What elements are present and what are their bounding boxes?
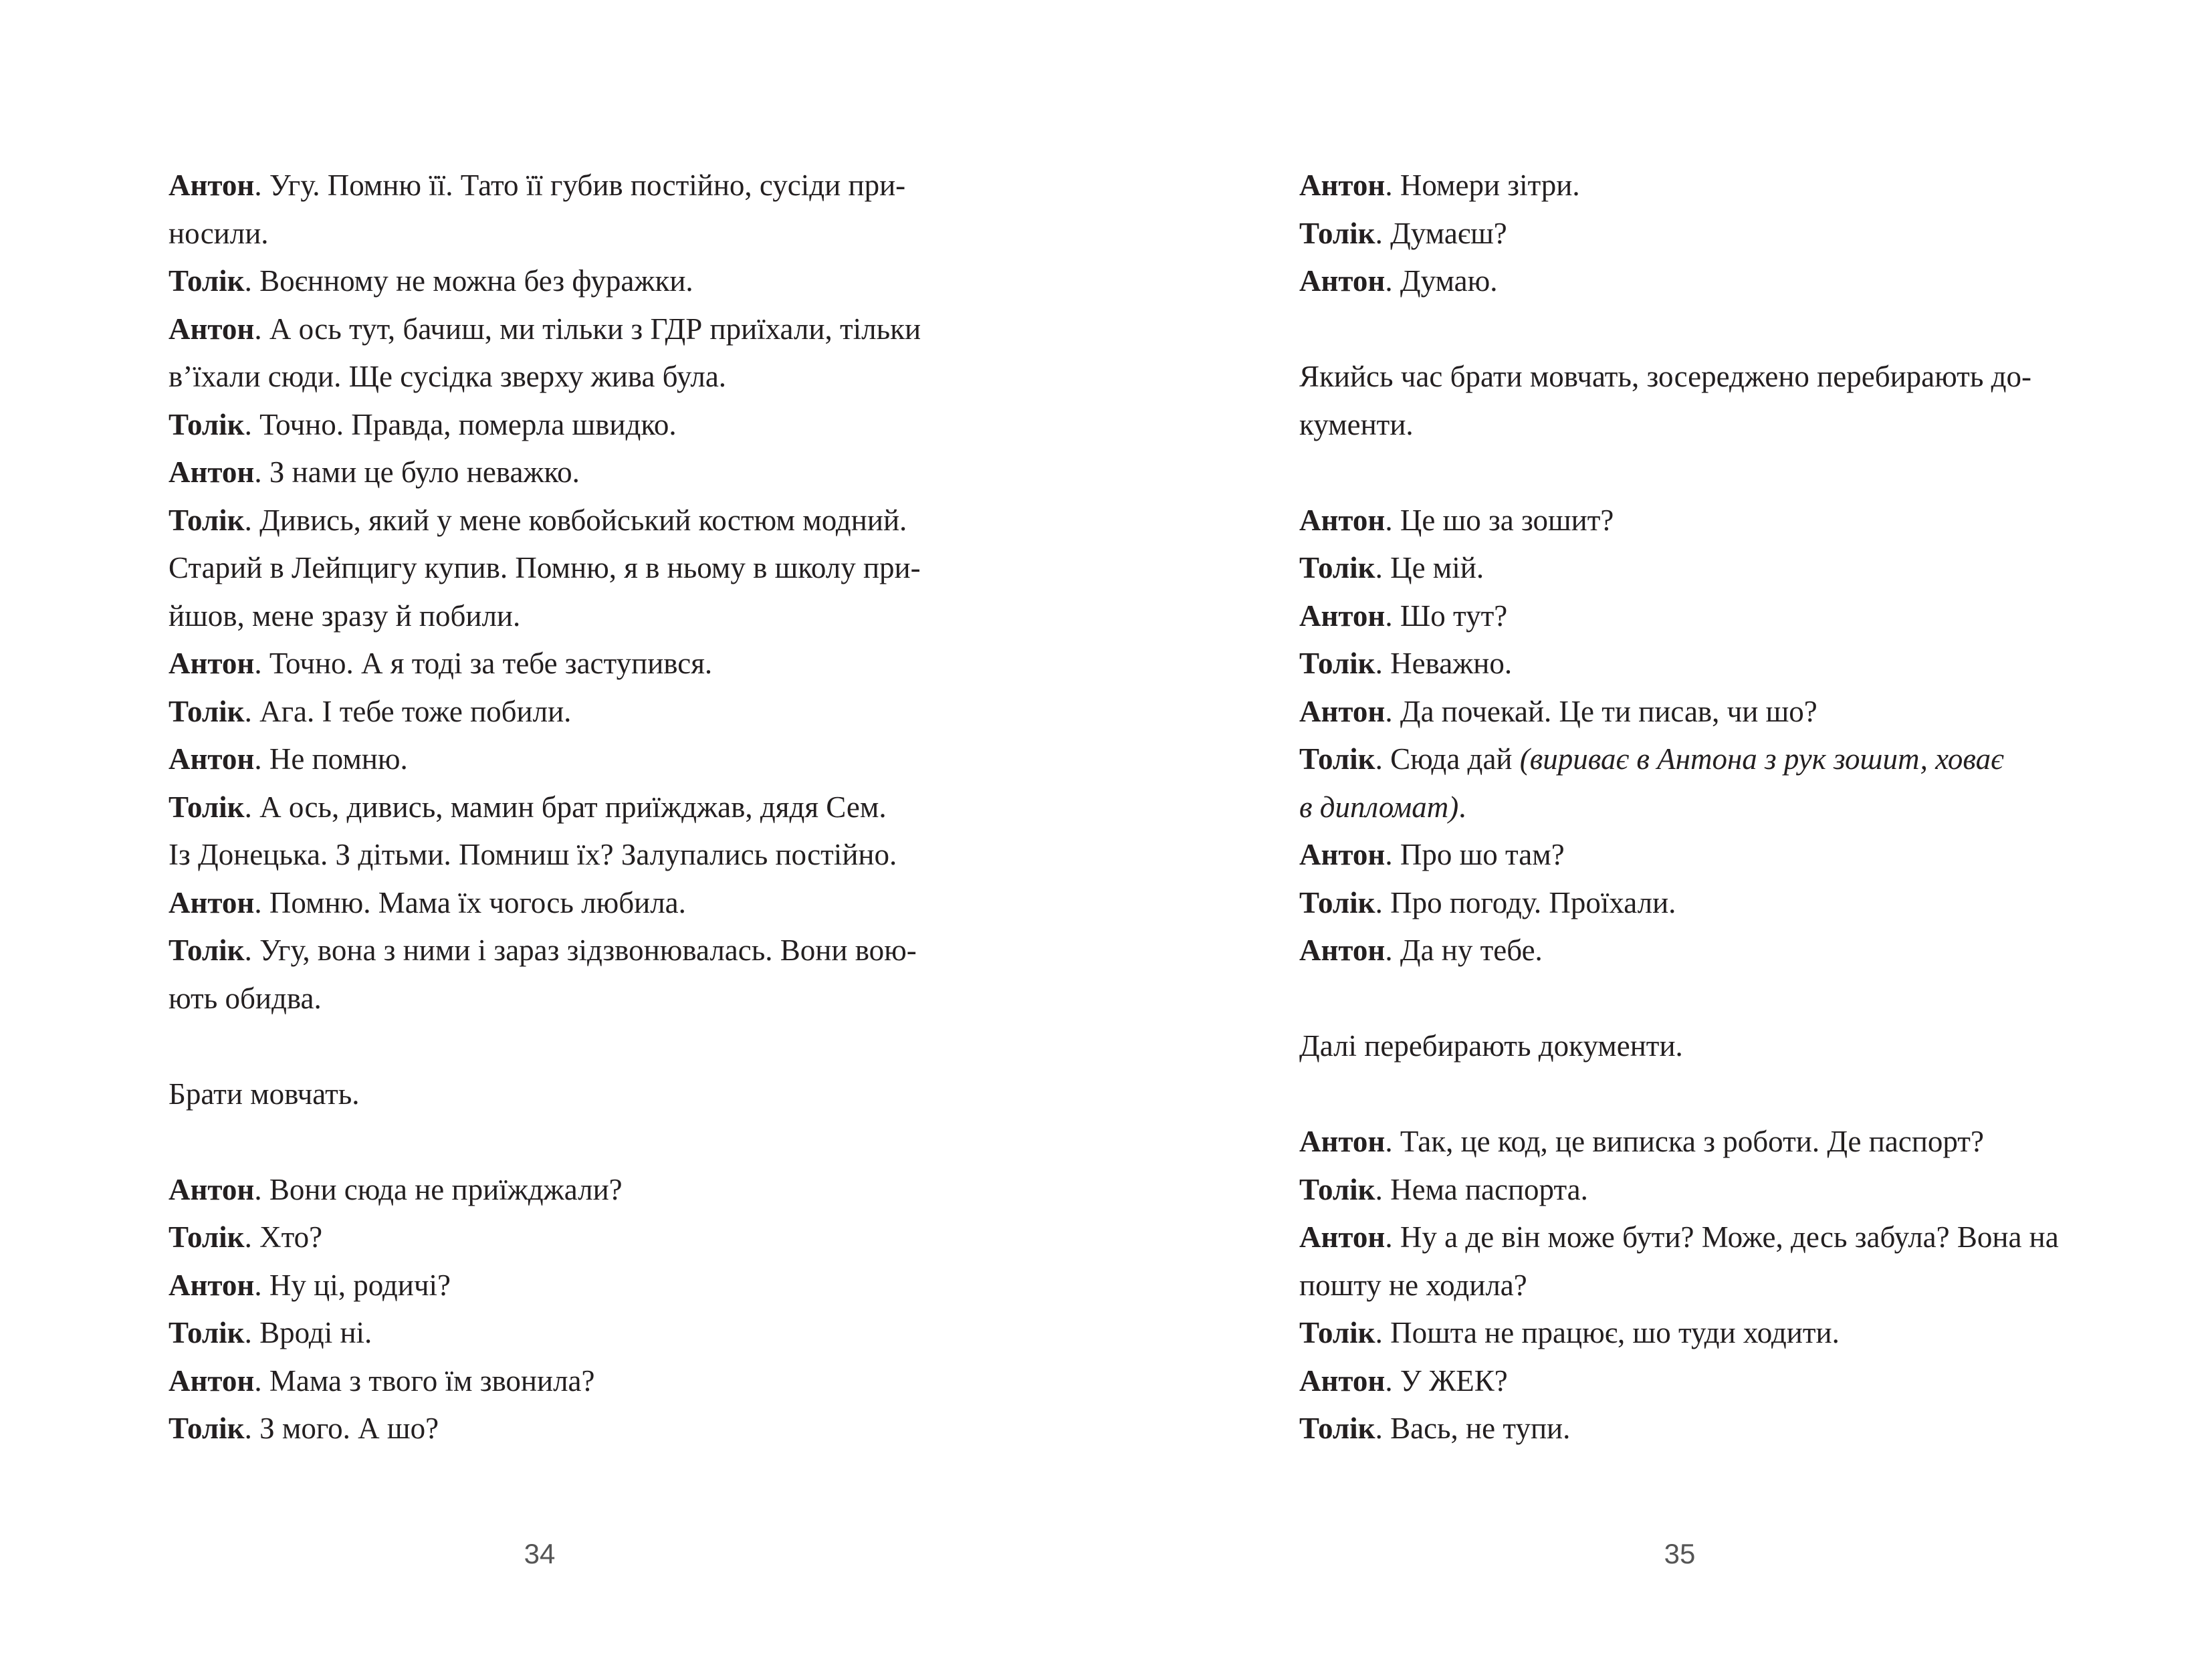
text-line — [169, 784, 937, 832]
line-text: . Дивись, який у мене ковбойський костюм модний. — [244, 503, 907, 537]
line-text: Далі перебирають документи. — [1299, 1029, 1683, 1063]
line-text: . Неважно. — [1375, 647, 1513, 680]
text-line — [1299, 592, 2078, 641]
text-line — [1299, 784, 2078, 832]
text-line — [1299, 640, 2078, 688]
text-line — [169, 497, 937, 545]
line-text: . Ага. І тебе тоже побили. — [244, 694, 572, 728]
text-line — [169, 640, 937, 688]
speaker-name: Толік — [169, 1316, 245, 1349]
text-line — [169, 449, 937, 497]
speaker-name: Антон — [1299, 1220, 1386, 1254]
line-text: Із Донецька. З дітьми. Помниш їх? Залупались постійно. — [169, 838, 897, 871]
line-text: . Номери зітри. — [1385, 169, 1580, 202]
right-page-text — [1299, 162, 2078, 1453]
speaker-name: Антон — [1299, 503, 1386, 537]
line-text: . Це шо за зошит? — [1385, 503, 1614, 537]
text-line — [1299, 401, 2078, 449]
speaker-name: Антон — [169, 312, 255, 346]
speaker-name: Толік — [169, 790, 245, 824]
speaker-name: Толік — [1299, 551, 1375, 584]
line-text: пошту не ходила? — [1299, 1268, 1527, 1302]
text-line — [169, 162, 937, 210]
text-line — [169, 257, 937, 306]
line-text: . Вони сюда не приїжджали? — [254, 1172, 623, 1206]
speaker-name: Толік — [169, 933, 245, 967]
line-text: . Ну а де він може бути? Може, десь забула? Вона на — [1385, 1220, 2059, 1254]
blank-line — [1299, 306, 2078, 354]
line-text: . Не помню. — [254, 742, 408, 776]
line-text-tail: . — [1458, 790, 1466, 824]
text-line — [1299, 1262, 2078, 1310]
text-line — [169, 544, 937, 592]
line-text: . Вроді ні. — [244, 1316, 372, 1349]
line-text: йшов, мене зразу й побили. — [169, 598, 521, 633]
speaker-name: Толік — [169, 1412, 245, 1445]
blank-line — [1299, 1071, 2078, 1119]
text-line — [169, 1071, 937, 1119]
line-text: . Мама з твого їм звонила? — [254, 1363, 595, 1398]
line-text: . Точно. А я тоді за тебе заступився. — [254, 647, 713, 680]
speaker-name: Антон — [169, 1363, 255, 1398]
text-line — [169, 1214, 937, 1262]
line-text: . Помню. Мама їх чогось любила. — [254, 885, 686, 919]
speaker-name: Антон — [169, 1172, 255, 1206]
line-text: . Пошта не працює, шо туди ходити. — [1375, 1316, 1840, 1349]
line-text: . У ЖЕК? — [1385, 1363, 1508, 1398]
line-text: . Про погоду. Проїхали. — [1375, 885, 1676, 919]
text-line — [169, 1309, 937, 1357]
text-line — [1299, 927, 2078, 975]
speaker-name: Антон — [169, 169, 255, 202]
stage-direction: в дипломат) — [1299, 790, 1459, 824]
text-line — [1299, 879, 2078, 927]
text-line — [1299, 162, 2078, 210]
line-text: . Ну ці, родичі? — [254, 1268, 451, 1302]
text-line — [169, 592, 937, 641]
page-number-left: 34 — [524, 1538, 556, 1569]
line-text: кументи. — [1299, 407, 1414, 441]
left-page-text — [169, 162, 937, 1453]
text-line — [1299, 1405, 2078, 1453]
line-text: . Угу. Помню її. Тато її губив постійно, сусіди при- — [254, 169, 906, 202]
line-text: . З мого. А шо? — [244, 1412, 439, 1445]
speaker-name: Антон — [169, 1268, 255, 1302]
speaker-name: Антон — [1299, 169, 1386, 202]
text-line — [1299, 1357, 2078, 1406]
text-line — [1299, 497, 2078, 545]
line-text: Старий в Лейпцигу купив. Помню, я в ньому в школу при- — [169, 551, 921, 584]
line-text: . Воєнному не можна без фуражки. — [244, 264, 693, 298]
line-text: . Да ну тебе. — [1385, 933, 1543, 967]
text-line — [169, 688, 937, 736]
text-line — [169, 306, 937, 354]
text-line — [1299, 831, 2078, 879]
text-line — [1299, 736, 2078, 784]
text-line — [1299, 688, 2078, 736]
speaker-name: Толік — [1299, 216, 1375, 250]
line-text: . Шо тут? — [1385, 598, 1508, 633]
right-page — [1106, 0, 2212, 1659]
speaker-name: Антон — [169, 885, 255, 919]
text-line — [169, 353, 937, 401]
text-line — [169, 975, 937, 1023]
line-text: . Так, це код, це виписка з роботи. Де паспорт? — [1385, 1125, 1984, 1158]
speaker-name: Антон — [1299, 933, 1386, 967]
line-text: Якийсь час брати мовчать, зосереджено перебирають до- — [1299, 360, 2031, 393]
line-text: носили. — [169, 216, 269, 250]
line-text: . Це мій. — [1375, 551, 1484, 584]
line-text: . З нами це було неважко. — [254, 455, 580, 489]
line-text: . Да почекай. Це ти писав, чи шо? — [1385, 694, 1817, 728]
line-text: . Хто? — [244, 1220, 323, 1254]
speaker-name: Толік — [169, 407, 245, 441]
line-text: . Нема паспорта. — [1375, 1172, 1588, 1206]
text-line — [1299, 257, 2078, 306]
text-line — [169, 1166, 937, 1214]
line-text: ють обидва. — [169, 981, 322, 1015]
speaker-name: Антон — [1299, 838, 1386, 871]
text-line — [1299, 1022, 2078, 1071]
blank-line — [1299, 975, 2078, 1023]
line-text: . А ось тут, бачиш, ми тільки з ГДР приїхали, тільки — [254, 312, 921, 346]
text-line — [1299, 210, 2078, 258]
text-line — [169, 831, 937, 879]
line-text: . Думаєш? — [1375, 216, 1507, 250]
line-text: . Сюда дай — [1375, 742, 1520, 776]
text-line — [169, 927, 937, 975]
line-text: . Точно. Правда, померла швидко. — [244, 407, 677, 441]
text-line — [1299, 1214, 2078, 1262]
text-line — [169, 879, 937, 927]
line-text: . Думаю. — [1385, 264, 1498, 298]
speaker-name: Толік — [1299, 1172, 1375, 1206]
line-text: Брати мовчать. — [169, 1077, 360, 1111]
speaker-name: Антон — [1299, 1363, 1386, 1398]
line-text: в’їхали сюди. Ще сусідка зверху жива була. — [169, 360, 727, 393]
blank-line — [169, 1118, 937, 1166]
speaker-name: Толік — [169, 694, 245, 728]
text-line — [169, 401, 937, 449]
page-number-right: 35 — [1664, 1538, 1696, 1569]
speaker-name: Антон — [1299, 598, 1386, 633]
speaker-name: Толік — [1299, 885, 1375, 919]
speaker-name: Антон — [169, 455, 255, 489]
text-line — [169, 1357, 937, 1406]
speaker-name: Толік — [1299, 647, 1375, 680]
text-line — [1299, 353, 2078, 401]
speaker-name: Антон — [1299, 264, 1386, 298]
speaker-name: Антон — [1299, 694, 1386, 728]
line-text: . Угу, вона з ними і зараз зідзвонювалась. Вони вою- — [244, 933, 917, 967]
text-line — [169, 1262, 937, 1310]
speaker-name: Толік — [1299, 742, 1375, 776]
text-line — [169, 210, 937, 258]
line-text: . А ось, дивись, мамин брат приїжджав, дядя Сем. — [244, 790, 887, 824]
stage-direction: (вириває в Антона з рук зошит, ховає — [1519, 742, 2004, 776]
speaker-name: Толік — [1299, 1316, 1375, 1349]
line-text: . Вась, не тупи. — [1375, 1412, 1571, 1445]
text-line — [1299, 1309, 2078, 1357]
speaker-name: Толік — [169, 1220, 245, 1254]
speaker-name: Антон — [1299, 1125, 1386, 1158]
speaker-name: Антон — [169, 647, 255, 680]
line-text: . Про шо там? — [1385, 838, 1565, 871]
text-line — [1299, 1166, 2078, 1214]
text-line — [169, 1405, 937, 1453]
text-line — [1299, 544, 2078, 592]
speaker-name: Антон — [169, 742, 255, 776]
blank-line — [1299, 449, 2078, 497]
text-line — [169, 736, 937, 784]
speaker-name: Толік — [169, 264, 245, 298]
blank-line — [169, 1022, 937, 1071]
speaker-name: Толік — [169, 503, 245, 537]
speaker-name: Толік — [1299, 1412, 1375, 1445]
text-line — [1299, 1118, 2078, 1166]
